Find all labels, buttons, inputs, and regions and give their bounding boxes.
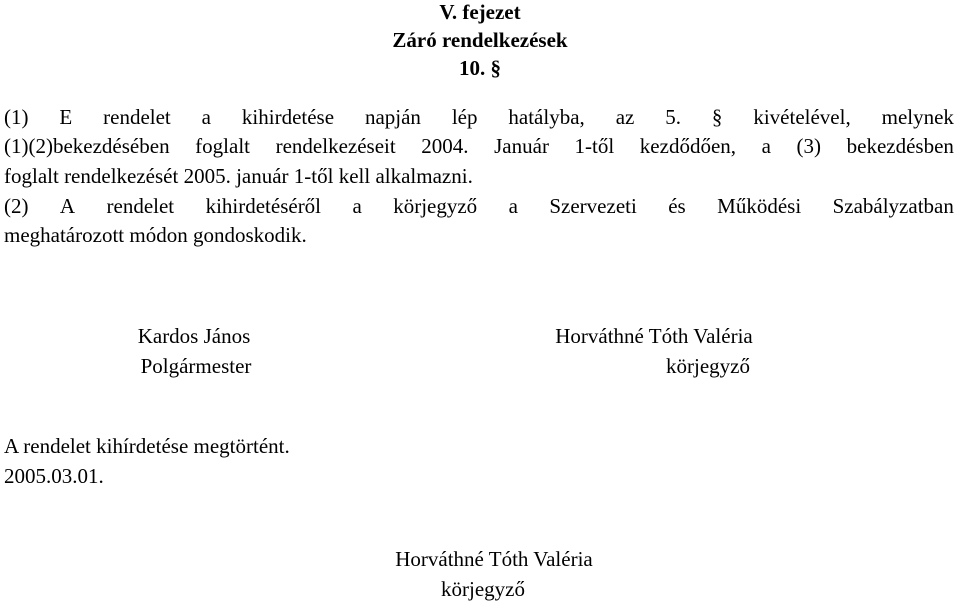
word: hatályba,	[508, 105, 585, 129]
word: (2)	[4, 194, 29, 218]
chapter-heading: V. fejezet	[439, 0, 521, 24]
publication-date: 2005.03.01.	[4, 464, 104, 488]
word: Január	[494, 134, 549, 158]
word: a	[508, 194, 518, 218]
word: kezdődően,	[639, 134, 737, 158]
word: melynek	[881, 105, 954, 129]
word: rendelkezéseit	[275, 134, 396, 158]
word: a	[352, 194, 362, 218]
word: (3)	[796, 134, 822, 158]
word: körjegyző	[393, 194, 478, 218]
word: napján	[364, 105, 421, 129]
word: foglalt	[195, 134, 250, 158]
word: az	[615, 105, 635, 129]
word: bekezdésben	[846, 134, 954, 158]
mayor-name: Kardos János	[137, 324, 251, 348]
mayor-title: Polgármester	[140, 354, 252, 378]
bottom-signature-title: körjegyző	[441, 577, 525, 601]
word: rendelet	[103, 105, 171, 129]
paragraph-1-line-2	[4, 133, 954, 159]
word: Szabályzatban	[832, 194, 954, 218]
word: lép	[451, 105, 478, 129]
section-number: 10. §	[459, 56, 501, 80]
word: E	[59, 105, 73, 129]
word: kihirdetéséről	[205, 194, 322, 218]
paragraph-2-line-1	[4, 193, 954, 219]
notary-name: Horváthné Tóth Valéria	[555, 324, 753, 348]
word: rendelet	[106, 194, 175, 218]
chapter-title: Záró rendelkezések	[392, 28, 568, 52]
word: Működési	[717, 194, 802, 218]
word: (1)	[4, 105, 29, 129]
word: és	[668, 194, 686, 218]
paragraph-1-line-1	[4, 104, 954, 130]
word: A	[59, 194, 76, 218]
word: Szervezeti	[549, 194, 637, 218]
bottom-signature-name: Horváthné Tóth Valéria	[395, 547, 593, 571]
word: 2004.	[421, 134, 469, 158]
word: kihirdetése	[241, 105, 335, 129]
word: (1)(2)bekezdésében	[4, 134, 170, 158]
word: a	[201, 105, 211, 129]
paragraph-2-line-2: meghatározott módon gondoskodik.	[4, 223, 307, 247]
word: 1-től	[574, 134, 615, 158]
publication-statement: A rendelet kihírdetése megtörtént.	[4, 434, 290, 458]
word: a	[761, 134, 771, 158]
word: 5.	[665, 105, 682, 129]
notary-title: körjegyző	[666, 354, 750, 378]
word: kivételével,	[753, 105, 851, 129]
section-sign: §	[711, 105, 723, 129]
paragraph-1-line-3: foglalt rendelkezését 2005. január 1-től kell alkalmazni.	[4, 164, 473, 188]
